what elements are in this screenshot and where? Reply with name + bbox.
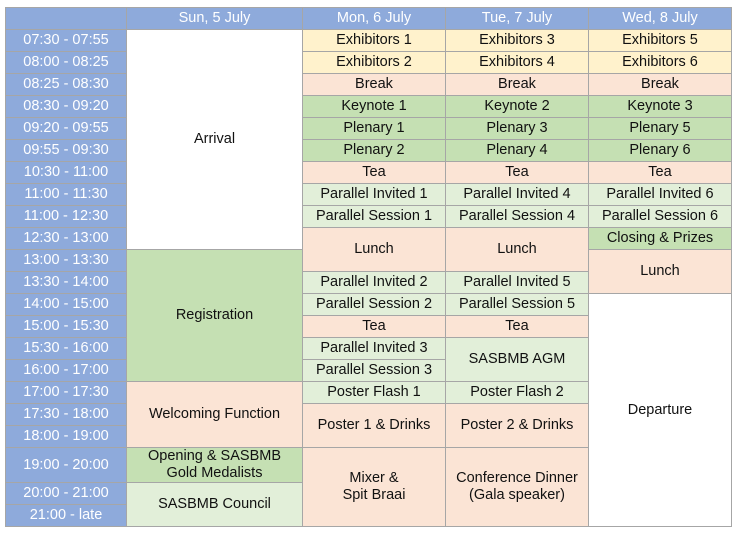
wed-keynote: Keynote 3: [589, 96, 732, 118]
time-slot: 08:25 - 08:30: [6, 74, 127, 96]
time-slot: 20:00 - 21:00: [6, 483, 127, 505]
day-header-mon: Mon, 6 July: [303, 8, 446, 30]
mon-exhibitors-2: Exhibitors 2: [303, 52, 446, 74]
time-slot: 08:30 - 09:20: [6, 96, 127, 118]
mon-break: Break: [303, 74, 446, 96]
tue-keynote: Keynote 2: [446, 96, 589, 118]
time-row: [6, 52, 732, 74]
mon-exhibitors-1: Exhibitors 1: [303, 30, 446, 52]
time-slot: 09:20 - 09:55: [6, 118, 127, 140]
mon-poster-drinks: Poster 1 & Drinks: [303, 404, 446, 448]
opening-line-1: Opening & SASBMB: [148, 448, 281, 464]
wed-closing-prizes: Closing & Prizes: [589, 228, 732, 250]
tue-parallel-invited-4: Parallel Invited 4: [446, 184, 589, 206]
time-slot: 16:00 - 17:00: [6, 360, 127, 382]
sun-sasbmb-council: SASBMB Council: [127, 483, 303, 527]
wed-tea: Tea: [589, 162, 732, 184]
time-slot: 13:30 - 14:00: [6, 272, 127, 294]
time-row: [6, 162, 732, 184]
sun-welcoming-function: Welcoming Function: [127, 382, 303, 448]
mon-parallel-session-1: Parallel Session 1: [303, 206, 446, 228]
mon-parallel-session-3: Parallel Session 3: [303, 360, 446, 382]
time-slot: 08:00 - 08:25: [6, 52, 127, 74]
time-row: [6, 184, 732, 206]
time-row: [6, 96, 732, 118]
mon-lunch: Lunch: [303, 228, 446, 272]
wed-break: Break: [589, 74, 732, 96]
tue-poster-drinks: Poster 2 & Drinks: [446, 404, 589, 448]
wed-parallel-invited-6: Parallel Invited 6: [589, 184, 732, 206]
day-header-tue: Tue, 7 July: [446, 8, 589, 30]
mon-parallel-invited-1: Parallel Invited 1: [303, 184, 446, 206]
tue-tea-afternoon: Tea: [446, 316, 589, 338]
tue-exhibitors-3: Exhibitors 3: [446, 30, 589, 52]
tue-parallel-session-5: Parallel Session 5: [446, 294, 589, 316]
tue-plenary-4: Plenary 4: [446, 140, 589, 162]
mon-tea: Tea: [303, 162, 446, 184]
time-slot: 11:00 - 12:30: [6, 206, 127, 228]
day-header-sun: Sun, 5 July: [127, 8, 303, 30]
time-slot: 13:00 - 13:30: [6, 250, 127, 272]
time-slot: 21:00 - late: [6, 505, 127, 527]
time-slot: 09:55 - 09:30: [6, 140, 127, 162]
tue-parallel-session-4: Parallel Session 4: [446, 206, 589, 228]
time-slot: 07:30 - 07:55: [6, 30, 127, 52]
wed-lunch: Lunch: [589, 250, 732, 294]
opening-line-2: Gold Medalists: [166, 465, 263, 481]
conference-schedule-table: [5, 7, 732, 527]
mixer-line-1: Mixer &: [349, 470, 399, 486]
schedule-container: [5, 7, 732, 527]
time-slot: 18:00 - 19:00: [6, 426, 127, 448]
tue-plenary-3: Plenary 3: [446, 118, 589, 140]
mon-parallel-invited-3: Parallel Invited 3: [303, 338, 446, 360]
tue-exhibitors-4: Exhibitors 4: [446, 52, 589, 74]
day-header-wed: Wed, 8 July: [589, 8, 732, 30]
tue-tea: Tea: [446, 162, 589, 184]
time-slot: 11:00 - 11:30: [6, 184, 127, 206]
time-row: [6, 206, 732, 228]
dinner-line-1: Conference Dinner: [456, 470, 578, 486]
sun-opening-gold-medalists: [127, 448, 303, 483]
header-row: [6, 8, 732, 30]
time-slot: 17:30 - 18:00: [6, 404, 127, 426]
time-row: [6, 30, 732, 52]
tue-poster-flash-2: Poster Flash 2: [446, 382, 589, 404]
mon-plenary-2: Plenary 2: [303, 140, 446, 162]
time-slot: 12:30 - 13:00: [6, 228, 127, 250]
time-row: [6, 294, 732, 316]
wed-plenary-6: Plenary 6: [589, 140, 732, 162]
mixer-line-2: Spit Braai: [342, 487, 406, 503]
time-row: [6, 228, 732, 250]
wed-departure: Departure: [589, 294, 732, 527]
wed-exhibitors-5: Exhibitors 5: [589, 30, 732, 52]
mon-poster-flash-1: Poster Flash 1: [303, 382, 446, 404]
mon-parallel-invited-2: Parallel Invited 2: [303, 272, 446, 294]
time-slot: 14:00 - 15:00: [6, 294, 127, 316]
tue-break: Break: [446, 74, 589, 96]
time-slot: 17:00 - 17:30: [6, 382, 127, 404]
mon-keynote: Keynote 1: [303, 96, 446, 118]
tue-parallel-invited-5: Parallel Invited 5: [446, 272, 589, 294]
time-slot: 19:00 - 20:00: [6, 448, 127, 483]
mon-parallel-session-2: Parallel Session 2: [303, 294, 446, 316]
time-slot: 15:30 - 16:00: [6, 338, 127, 360]
time-row: [6, 140, 732, 162]
sun-registration: Registration: [127, 250, 303, 382]
wed-parallel-session-6: Parallel Session 6: [589, 206, 732, 228]
header-corner: [6, 8, 127, 30]
time-slot: 15:00 - 15:30: [6, 316, 127, 338]
tue-sasbmb-agm: SASBMB AGM: [446, 338, 589, 382]
tue-conference-dinner: [446, 448, 589, 527]
dinner-line-2: (Gala speaker): [469, 487, 565, 503]
wed-plenary-5: Plenary 5: [589, 118, 732, 140]
time-row: [6, 118, 732, 140]
time-slot: 10:30 - 11:00: [6, 162, 127, 184]
wed-exhibitors-6: Exhibitors 6: [589, 52, 732, 74]
mon-tea-afternoon: Tea: [303, 316, 446, 338]
mon-plenary-1: Plenary 1: [303, 118, 446, 140]
sun-arrival: Arrival: [127, 30, 303, 250]
time-row: [6, 74, 732, 96]
tue-lunch: Lunch: [446, 228, 589, 272]
mon-mixer-spit-braai: [303, 448, 446, 527]
